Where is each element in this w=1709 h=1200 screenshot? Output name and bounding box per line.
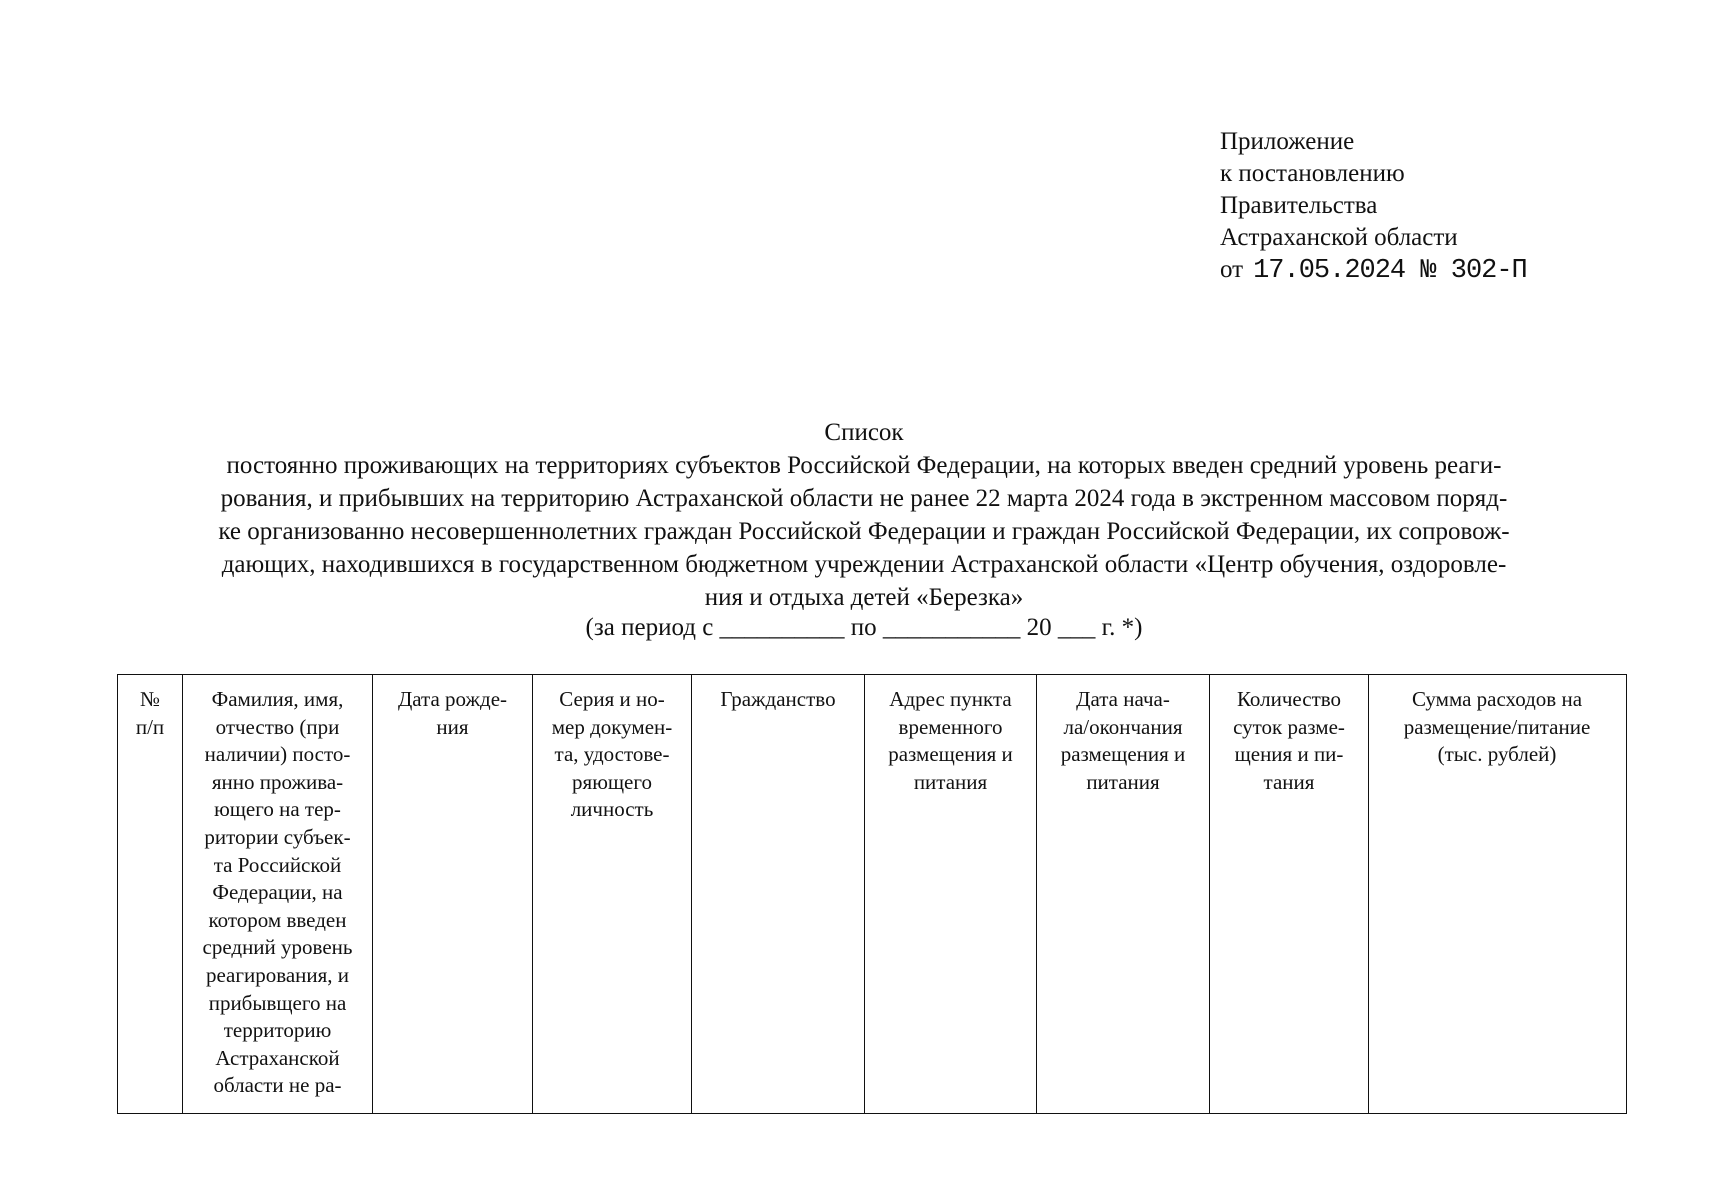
column-header-expenses	[1368, 675, 1625, 1113]
appendix-line: Приложение	[1220, 128, 1355, 155]
header-line: ряющего	[572, 769, 652, 794]
header-line: Дата рожде-	[397, 687, 508, 711]
header-line: размещения и	[888, 742, 1013, 767]
header-line: области не ра-	[213, 1073, 342, 1098]
header-line: янно прожива-	[211, 769, 344, 794]
header-line: питания	[913, 769, 988, 794]
header-line: Количество	[1236, 687, 1342, 711]
header-line: тания	[1263, 769, 1315, 794]
column-header-id-document	[532, 675, 691, 1113]
header-line: №	[139, 687, 161, 711]
column-header-address	[864, 675, 1036, 1113]
header-line: суток разме-	[1233, 714, 1345, 739]
header-line: территорию	[223, 1018, 332, 1043]
header-line: временного	[898, 714, 1003, 739]
header-line: средний уровень	[202, 935, 353, 960]
header-line: мер докумен-	[551, 714, 673, 739]
title-line: ния и отдыха детей «Березка»	[704, 584, 1024, 611]
header-line: реагирования, и	[205, 962, 350, 987]
appendix-line: Астраханской области	[1220, 224, 1458, 251]
header-line: та, удостове-	[554, 742, 670, 767]
period-line: (за период с __________ по ___________ 20 ___ г. *)	[585, 614, 1143, 641]
header-line: Адрес пункта	[889, 687, 1012, 711]
header-line: Сумма расходов на	[1411, 687, 1583, 711]
header-line: ла/окончания	[1063, 714, 1183, 739]
date-prefix: от	[1220, 256, 1244, 283]
date-number-stamp: 17.05.2024 № 302-П	[1253, 256, 1527, 286]
title-heading: Список	[824, 419, 904, 446]
header-line: та Российской	[213, 852, 342, 877]
header-line: питания	[1086, 769, 1160, 794]
header-line: котором введен	[208, 907, 347, 932]
header-line: Серия и но-	[559, 687, 665, 711]
column-header-citizenship	[691, 675, 864, 1113]
header-line: (тыс. рублей)	[1437, 742, 1557, 767]
header-line: размещение/питание	[1403, 714, 1591, 739]
header-line: Федерации, на	[212, 880, 343, 905]
header-line: п/п	[135, 714, 165, 739]
header-line: ритории субъек-	[204, 824, 351, 849]
appendix-line: к постановлению	[1220, 160, 1405, 187]
header-line: ния	[436, 714, 469, 739]
header-line: личность	[570, 797, 654, 822]
column-header-birth-date	[372, 675, 532, 1113]
header-line: щения и пи-	[1234, 742, 1344, 767]
column-header-dates	[1036, 675, 1209, 1113]
title-line: рования, и прибывших на территорию Астраханской области не ранее 22 марта 2024 года в экстренном массовом поряд-	[220, 485, 1508, 512]
header-line: Дата нача-	[1076, 687, 1170, 711]
appendix-line: Правительства	[1220, 192, 1378, 219]
column-header-number	[118, 675, 182, 1113]
list-table	[117, 674, 1627, 1114]
header-line: размещения и	[1060, 742, 1186, 767]
header-line: прибывщего на	[208, 990, 347, 1015]
header-line: наличии) посто-	[204, 742, 351, 767]
header-line: Фамилия, имя,	[211, 687, 344, 711]
column-header-full-name	[182, 675, 372, 1113]
appendix-date-line	[1220, 254, 1527, 287]
header-line: Астраханской	[215, 1045, 340, 1070]
header-line: отчество (при	[215, 714, 340, 739]
title-line: дающих, находившихся в государственном бюджетном учреждении Астраханской области «Центр обучения, оздоровле-	[221, 551, 1507, 578]
column-header-days-count	[1209, 675, 1368, 1113]
title-line: постоянно проживающих на территориях субъектов Российской Федерации, на которых введен средний уровень реаги-	[226, 452, 1502, 479]
header-line: Гражданство	[720, 687, 836, 711]
appendix-block	[1220, 126, 1527, 287]
document-title	[120, 416, 1608, 614]
header-line: ющего на тер-	[214, 797, 341, 822]
title-line: ке организованно несовершеннолетних граждан Российской Федерации и граждан Российской Федерации, их сопровож-	[218, 518, 1510, 545]
